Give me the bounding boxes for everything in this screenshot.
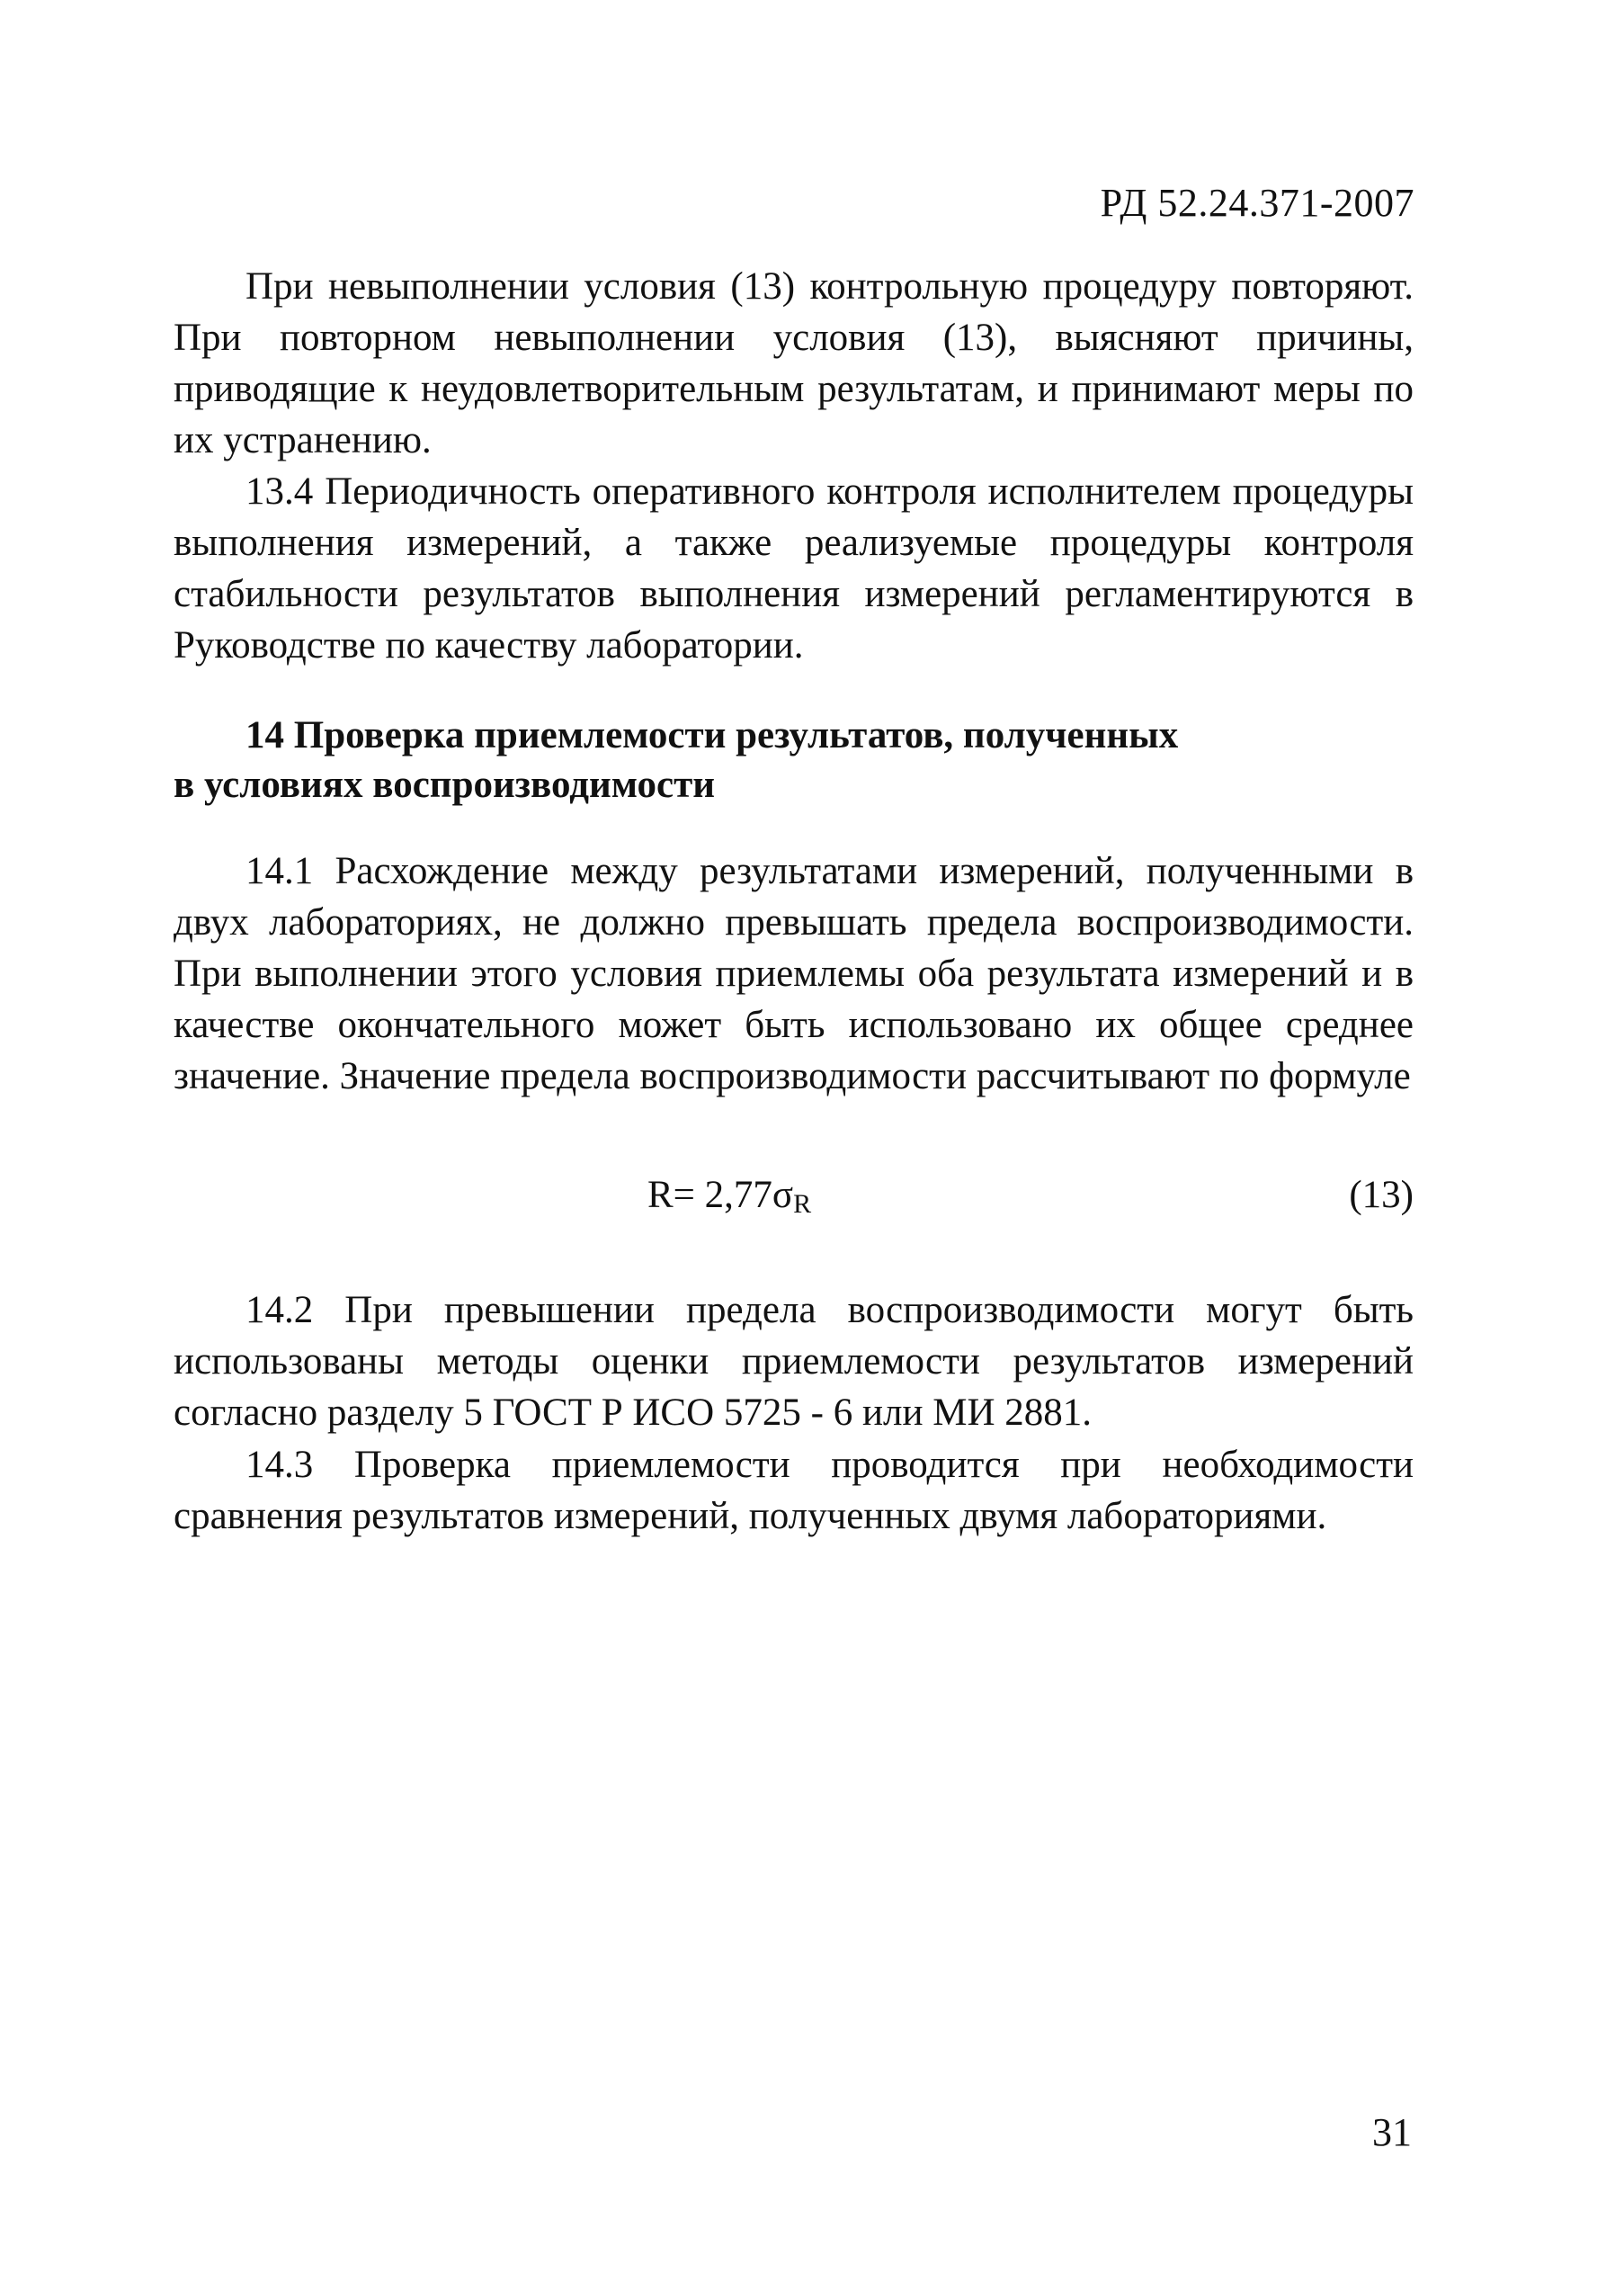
paragraph-14-1: 14.1 Расхождение между результатами измерений, полученными в двух лабораториях, не должно превышать предела воспроизводимости. При выполнении этого условия приемлемы оба результата измерений и в качестве окончательного может быть использовано их общее среднее значение. Значение предела воспроизводимости рассчитывают по формуле [174,850,1414,1097]
formula-row [174,1169,1414,1223]
paragraph-13-4: 13.4 Периодичность оперативного контроля исполнителем процедуры выполнения измерений, а также реализуемые процедуры контроля стабильности результатов выполнения измерений регламентируются в Руководстве по качеству лаборатории. [174,470,1414,667]
document-code: РД 52.24.371-2007 [1100,181,1414,225]
equation-number: (13) [1349,1174,1414,1216]
section-heading-line2: в условиях воспроизводимости [174,764,715,806]
formula-main: R= 2,77σ [647,1174,794,1216]
section-14-heading [174,711,1414,810]
paragraph-repeat-procedure: При невыполнении условия (13) контрольную процедуру повторяют. При повторном невыполнении условия (13), выясняют причины, приводящие к неудовлетворительным результатам, и принимают меры по их устранению. [174,265,1414,461]
paragraph-14-3: 14.3 Проверка приемлемости проводится при необходимости сравнения результатов измерений, полученных двумя лабораториями. [174,1444,1414,1537]
formula-subscript: R [793,1189,812,1219]
paragraph-14-2: 14.2 При превышении предела воспроизводимости могут быть использованы методы оценки приемлемости результатов измерений согласно разделу 5 ГОСТ Р ИСО 5725 - 6 или МИ 2881. [174,1289,1414,1434]
reproducibility-formula [647,1169,811,1230]
section-heading-line1: 14 Проверка приемлемости результатов, полученных [245,714,1179,756]
page-number: 31 [1372,2110,1412,2154]
